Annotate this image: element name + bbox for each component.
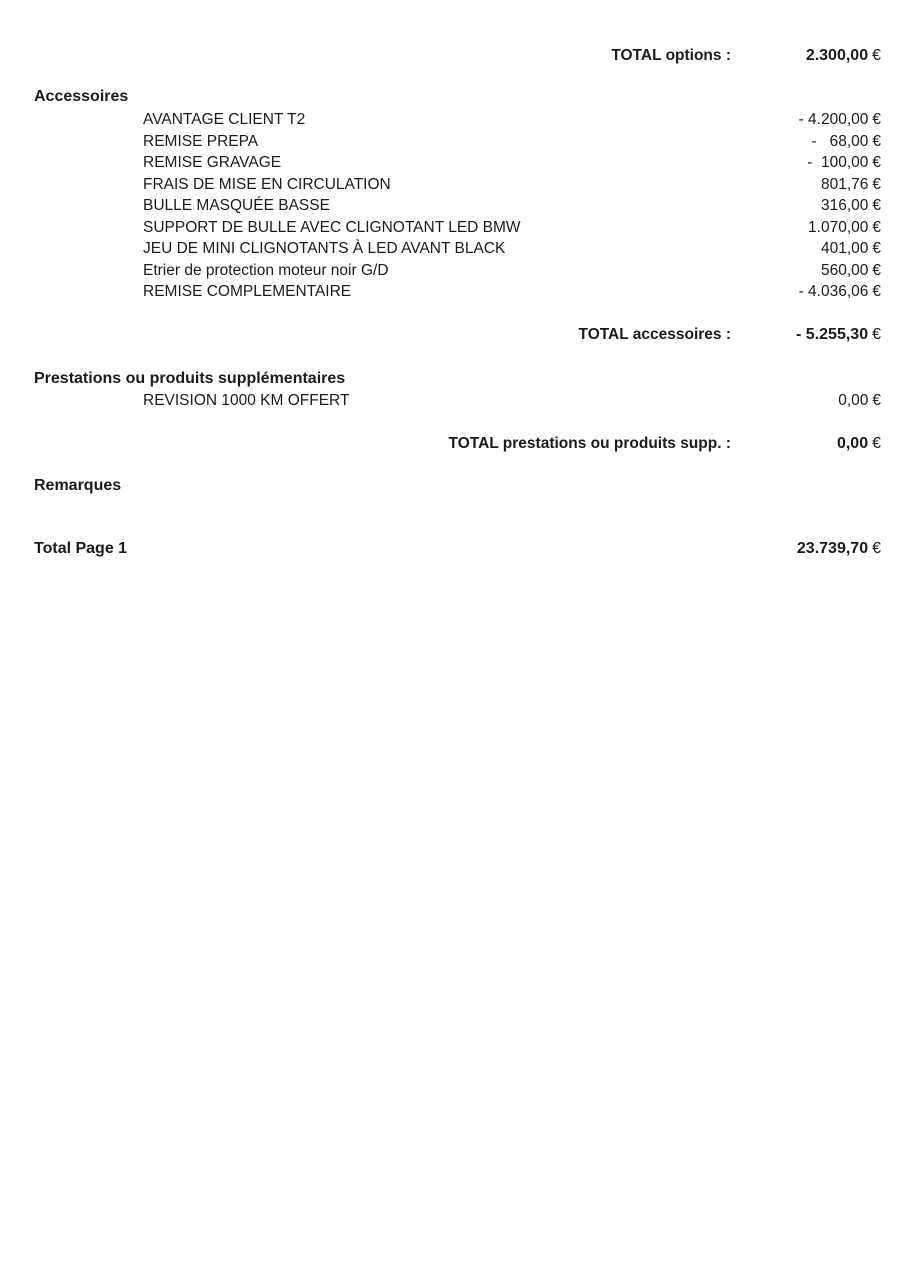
- euro-symbol: €: [872, 218, 881, 236]
- euro-symbol: €: [872, 197, 881, 214]
- amount-value: 401,00: [820, 240, 869, 257]
- amount-value: 1.070,00: [808, 218, 869, 236]
- accessory-row: [0, 131, 881, 153]
- total-supplements-label: TOTAL prestations ou produits supp. :: [448, 435, 731, 452]
- accessory-label: Etrier de protection moteur noir G/D: [143, 261, 389, 279]
- accessory-label: FRAIS DE MISE EN CIRCULATION: [143, 175, 391, 193]
- accessory-label: REMISE COMPLEMENTAIRE: [143, 283, 352, 300]
- supplement-amount: [838, 390, 881, 412]
- total-supplements-value: [731, 433, 881, 454]
- amount-value: - 4.036,06: [798, 283, 869, 300]
- total-accessories-value: [731, 324, 881, 345]
- euro-symbol: €: [872, 240, 881, 257]
- accessory-amount: [807, 152, 881, 174]
- accessory-row: [0, 238, 881, 260]
- euro-symbol: €: [872, 175, 881, 193]
- euro-symbol: €: [872, 283, 881, 300]
- euro-symbol: €: [872, 132, 881, 150]
- supplements-item-list: [0, 390, 904, 412]
- accessory-row: [0, 174, 881, 196]
- amount-value: 316,00: [820, 197, 869, 214]
- page-total-row: [0, 538, 904, 559]
- accessory-amount: [821, 195, 881, 217]
- total-options-value: [731, 45, 881, 66]
- amount-value: 801,76: [820, 175, 869, 193]
- euro-symbol: €: [872, 435, 881, 452]
- euro-symbol: €: [872, 154, 881, 171]
- total-supplements-amount: 0,00: [836, 435, 869, 452]
- total-options-amount: 2.300,00: [805, 47, 869, 64]
- accessory-amount: [821, 174, 881, 196]
- page-total-value: [797, 538, 881, 559]
- accessory-row: [0, 217, 881, 239]
- supplement-label: REVISION 1000 KM OFFERT: [143, 392, 350, 409]
- accessory-row: [0, 152, 881, 174]
- accessory-row: [0, 281, 881, 303]
- euro-symbol: €: [872, 47, 881, 64]
- accessory-amount: [799, 281, 881, 303]
- accessory-amount: [821, 260, 881, 282]
- total-options-label: TOTAL options :: [611, 47, 731, 64]
- accessory-row: [0, 195, 881, 217]
- euro-symbol: €: [872, 540, 881, 557]
- euro-symbol: €: [872, 261, 881, 279]
- supplement-row: [0, 390, 881, 412]
- accessory-amount: [808, 217, 881, 239]
- accessory-amount: [821, 238, 881, 260]
- euro-symbol: €: [872, 392, 881, 409]
- amount-value: - 68,00: [811, 132, 869, 150]
- accessory-amount: [799, 109, 881, 131]
- amount-value: 0,00: [838, 392, 869, 409]
- remarks-section-heading: Remarques: [34, 477, 122, 494]
- euro-symbol: €: [872, 111, 881, 128]
- accessory-label: BULLE MASQUÉE BASSE: [143, 197, 330, 214]
- amount-value: - 100,00: [807, 154, 869, 171]
- accessory-label: SUPPORT DE BULLE AVEC CLIGNOTANT LED BMW: [143, 218, 521, 236]
- amount-value: 560,00: [820, 261, 869, 279]
- total-supplements-row: [0, 433, 904, 454]
- euro-symbol: €: [872, 326, 881, 343]
- accessories-item-list: [0, 109, 904, 303]
- amount-value: - 4.200,00: [798, 111, 869, 128]
- page-total-label: Total Page 1: [34, 540, 128, 557]
- accessory-label: REMISE GRAVAGE: [143, 154, 282, 171]
- total-accessories-row: [0, 324, 904, 345]
- total-accessories-label: TOTAL accessoires :: [578, 326, 731, 343]
- supplements-section-heading: Prestations ou produits supplémentaires: [34, 370, 346, 387]
- accessory-row: [0, 260, 881, 282]
- accessory-label: AVANTAGE CLIENT T2: [143, 111, 306, 128]
- total-options-row: [0, 45, 904, 66]
- accessory-row: [0, 109, 881, 131]
- accessory-label: REMISE PREPA: [143, 132, 259, 150]
- page-total-amount: 23.739,70: [796, 540, 869, 557]
- accessories-section-heading: Accessoires: [34, 88, 129, 105]
- accessory-amount: [812, 131, 882, 153]
- accessory-label: JEU DE MINI CLIGNOTANTS À LED AVANT BLACK: [143, 240, 506, 257]
- total-accessories-amount: - 5.255,30: [796, 326, 869, 343]
